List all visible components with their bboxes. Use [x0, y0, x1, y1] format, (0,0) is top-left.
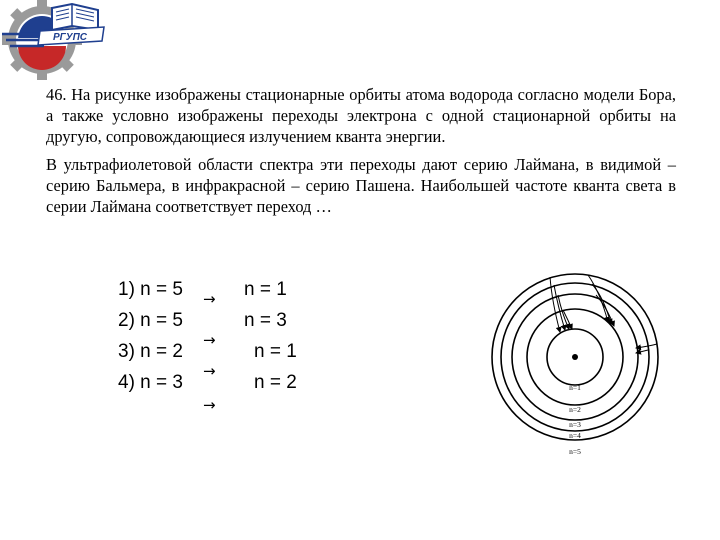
nucleus [572, 354, 578, 360]
orbit-label-n4: n=4 [569, 431, 581, 440]
answer-to: n = 1 [254, 341, 297, 362]
orbit-label-n2: n=2 [569, 405, 581, 414]
question-paragraph-1: 46. На рисунке изображены стационарные орбиты атома водорода согласно модели Бора, а также условно изображены переходы электрона с одной стационарной орбиты на другую, сопровождающиеся излучением кванта энергии. [46, 85, 676, 146]
orbit-label-n1: n=1 [569, 383, 581, 392]
question-paragraph-2: В ультрафиолетовой области спектра эти переходы дают серию Лаймана, в видимой – серию Бальмера, в инфракрасной – серию Пашена. Наибольшей частоте кванта света в серии Лаймана соответствует переход … [46, 155, 676, 216]
answer-option-3[interactable] [118, 336, 438, 367]
answer-option-1[interactable] [118, 274, 438, 308]
answer-option-4[interactable] [118, 367, 438, 398]
answer-from: 1) n = 5 [118, 279, 183, 300]
arrow-right-icon: → [203, 362, 216, 380]
logo-text: РГУПС [53, 32, 87, 43]
orbit-label-n3: n=3 [569, 420, 581, 429]
answer-from: 4) n = 3 [118, 372, 183, 393]
answer-option-2[interactable] [118, 305, 438, 336]
arrow-right-icon: → [203, 331, 216, 349]
answer-to: n = 3 [244, 310, 287, 331]
university-logo-icon [0, 0, 110, 80]
answer-from: 3) n = 2 [118, 341, 183, 362]
answer-to: n = 1 [244, 279, 287, 300]
question-text [46, 84, 676, 224]
bohr-orbits-diagram [490, 262, 660, 462]
orbit-label-n5: n=5 [569, 447, 581, 456]
arrow-right-icon: → [203, 396, 216, 414]
answer-to: n = 2 [254, 372, 297, 393]
arrow-right-icon: → [203, 290, 216, 308]
answer-from: 2) n = 5 [118, 310, 183, 331]
answer-options [118, 274, 438, 398]
